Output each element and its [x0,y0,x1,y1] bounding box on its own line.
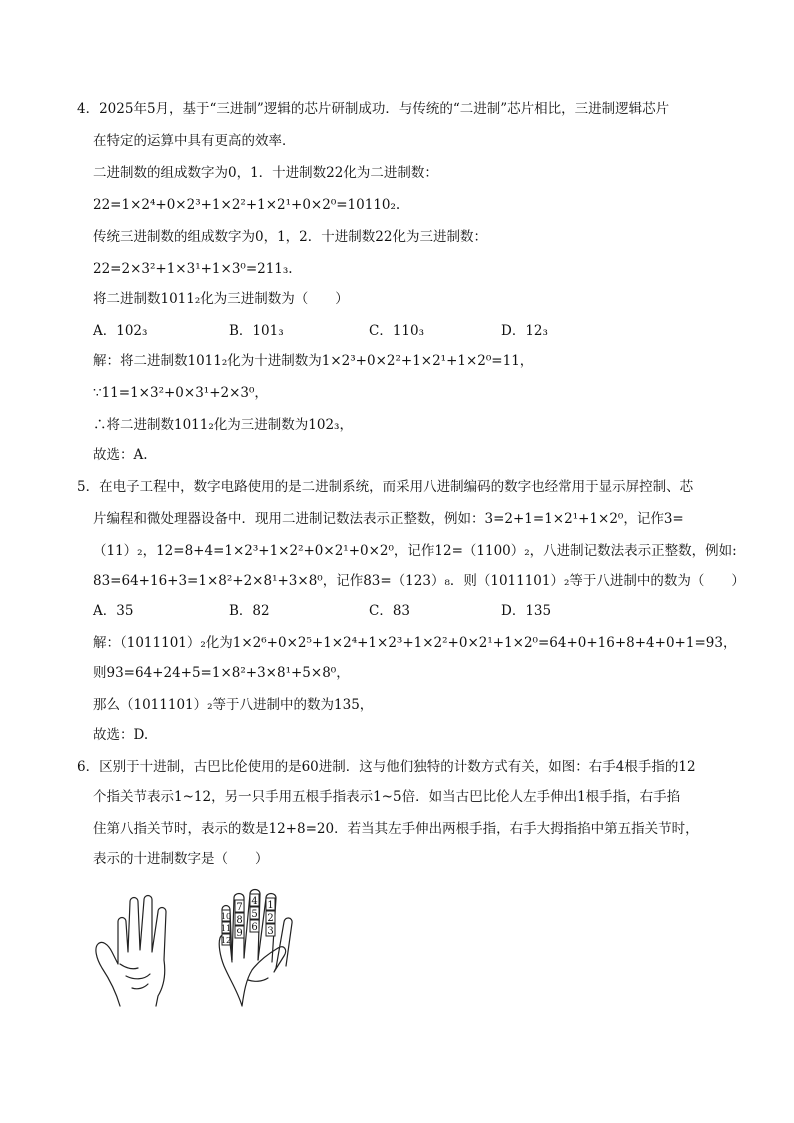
knuckle-number-6: 6 [251,922,258,933]
q4-option-c: C．110₃ [369,323,425,339]
q4-option-d: D．12₃ [501,323,548,339]
q5-solution-line-3: 那么（1011101）₂等于八进制中的数为135， [93,697,374,713]
left-hand [96,896,166,1007]
q4-option-b: B．101₃ [229,323,284,339]
q5-solution-line-2: 则93=64+24+5=1×8²+3×8¹+5×8⁰， [93,665,350,681]
q5-stem-line-2: 片编程和微处理器设备中．现用二进制记数法表示正整数，例如：3=2+1=1×2¹+1×2⁰，记作3= [93,511,684,527]
q5-answer: 故选：D. [93,727,149,743]
q4-stem-line-1: 4．2025年5月，基于“三进制”逻辑的芯片研制成功．与传统的“二进制”芯片相比，三进制逻辑芯片 [77,101,670,117]
q4-solution-line-2: ∵11=1×3²+0×3¹+2×3⁰， [93,385,268,401]
q4-question: 将二进制数1011₂化为三进制数为（ ） [93,291,349,307]
knuckle-number-10: 10 [220,912,232,921]
q6-stem-line-3: 住第八指关节时，表示的数是12+8=20．若当其左手伸出两根手指，右手大拇指掐中第五指关节时， [93,821,699,837]
hands-figure [92,882,308,1010]
q4-answer: 故选：A. [93,447,148,463]
knuckle-number-11: 11 [220,924,232,933]
knuckle-number-8: 8 [236,915,243,926]
q6-stem-line-2: 个指关节表示1~12，另一只手用五根手指表示1~5倍．如当古巴比伦人左手伸出1根手指，右手掐 [93,789,681,805]
q5-solution-line-1: 解：（1011101）₂化为1×2⁶+0×2⁵+1×2⁴+1×2³+1×2²+0×2¹+1×2⁰=64+0+16+8+4+0+1=93， [93,635,737,651]
q5-option-b: B．82 [229,603,270,619]
knuckle-number-7: 7 [236,902,243,913]
q4-option-a: A．102₃ [93,323,148,339]
q6-stem-line-1: 6．区别于十进制，古巴比伦使用的是60进制．这与他们独特的计数方式有关，如图：右手4根手指的12 [77,759,696,775]
q5-stem-line-4: 83=64+16+3=1×8²+2×8¹+3×8⁰，记作83=（123）₈．则（1011101）₂等于八进制中的数为（ ） [93,573,745,589]
q5-option-a: A．35 [93,603,134,619]
q4-stem-line-3: 二进制数的组成数字为0，1．十进制数22化为二进制数： [93,165,438,181]
q5-option-c: C．83 [369,603,411,619]
q5-stem-line-3: （11）₂，12=8+4=1×2³+1×2²+0×2¹+0×2⁰，记作12=（1100）₂，八进制记数法表示正整数，例如: [93,543,737,559]
knuckle-number-5: 5 [251,909,258,920]
q4-stem-line-5: 传统三进制数的组成数字为0，1，2．十进制数22化为三进制数： [93,229,487,245]
knuckle-number-1: 1 [267,900,274,911]
q4-ternary-example: 22=2×3²+1×3¹+1×3⁰=211₃. [93,261,293,277]
knuckle-number-2: 2 [267,913,274,924]
q4-solution-line-3: ∴将二进制数1011₂化为三进制数为102₃， [93,417,353,433]
q5-stem-line-1: 5．在电子工程中，数字电路使用的是二进制系统，而采用八进制编码的数字也经常用于显示屏控制、芯 [77,479,694,495]
knuckle-number-9: 9 [236,928,243,939]
knuckle-number-3: 3 [267,926,274,937]
q5-option-d: D．135 [501,603,552,619]
knuckle-number-12: 12 [220,936,232,945]
knuckle-number-4: 4 [251,896,258,907]
q6-stem-line-4: 表示的十进制数字是（ ） [93,851,269,867]
q4-solution-line-1: 解：将二进制数1011₂化为十进制数为1×2³+0×2²+1×2¹+1×2⁰=11， [93,353,534,369]
q4-binary-example: 22=1×2⁴+0×2³+1×2²+1×2¹+0×2⁰=10110₂. [93,197,401,213]
q4-stem-line-2: 在特定的运算中具有更高的效率． [93,133,296,149]
